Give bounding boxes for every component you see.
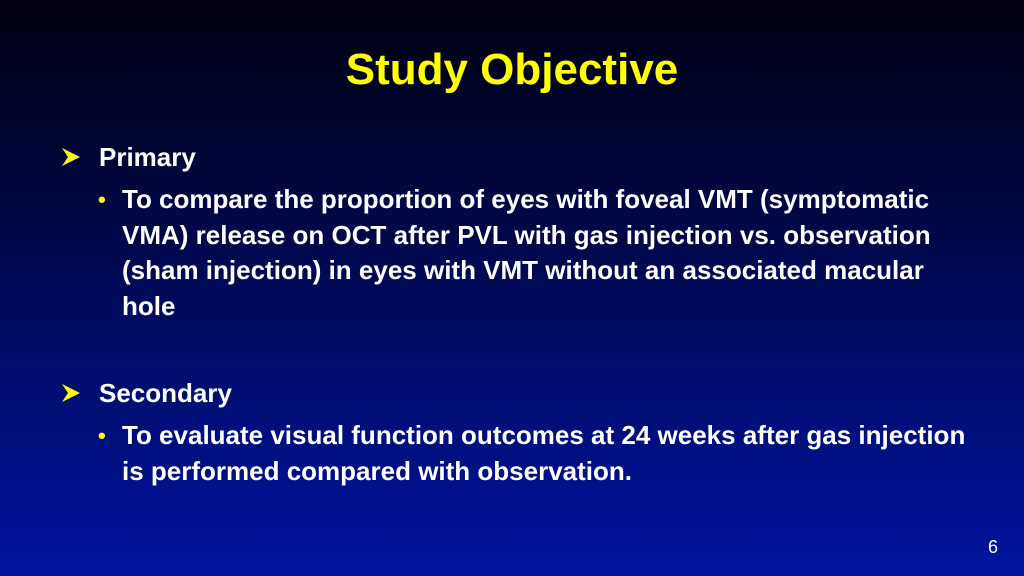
bullet-dot-icon: •	[98, 423, 106, 448]
slide-title: Study Objective	[345, 45, 679, 94]
section-primary-heading	[60, 139, 196, 175]
bullet-text: To compare the proportion of eyes with foveal VMT (symptomatic VMA) release on OCT after PVL with gas injection vs. observation (sham injection) in eyes with VMT without an associated macular hole	[122, 184, 931, 321]
section-secondary-bullet	[98, 418, 982, 489]
bullet-dot-icon: •	[98, 187, 106, 212]
page-number: 6	[987, 537, 998, 557]
section-primary-bullet	[98, 182, 982, 324]
arrow-head-icon	[60, 146, 82, 168]
bullet-text: To evaluate visual function outcomes at 24 weeks after gas injection is performed compared with observation.	[122, 420, 966, 486]
section-heading-label: Secondary	[99, 378, 232, 408]
section-heading-label: Primary	[99, 142, 196, 172]
section-secondary-heading	[60, 375, 232, 411]
arrow-head-icon	[60, 382, 82, 404]
